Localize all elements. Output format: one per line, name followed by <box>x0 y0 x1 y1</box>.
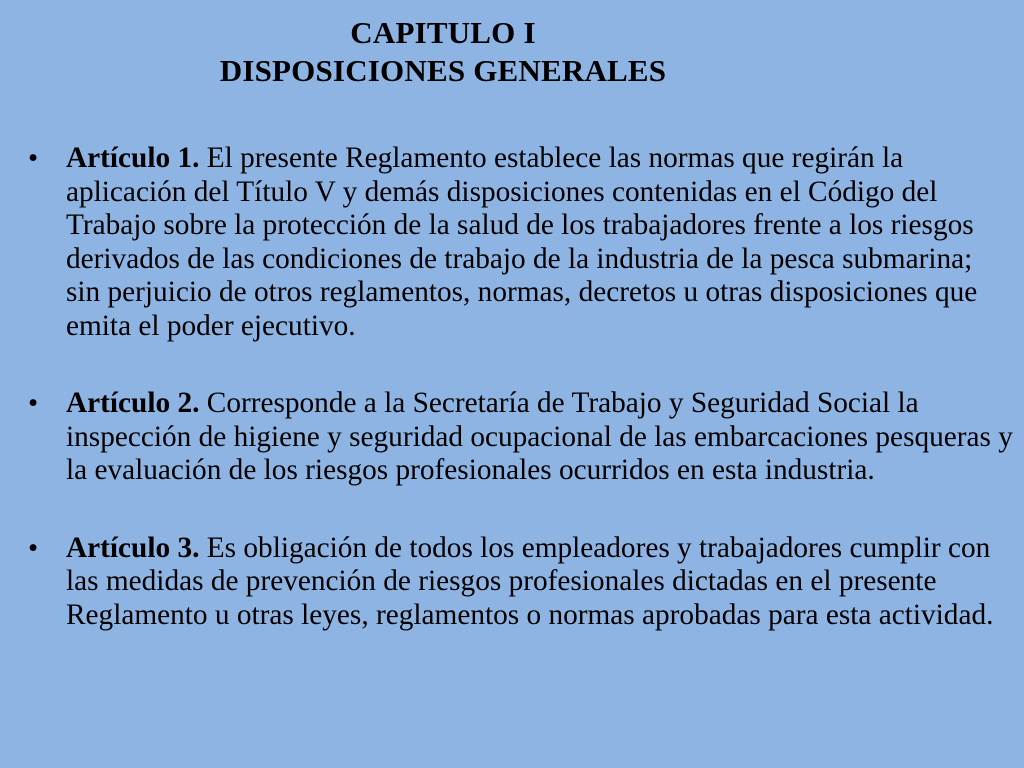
article-3-label: Artículo 3. <box>66 531 200 564</box>
bullet: • <box>28 531 39 564</box>
bullet: • <box>28 387 39 419</box>
article-1-text: El presente Reglamento establece las normas que regirán la aplicación del Título V y demás disposiciones contenidas en el Código del Trabajo sobre la protección de la salud de los trabajadores frente a los riesgos derivados de las condiciones de trabajo de la industria de la pesca submarina; sin perjuicio de otros reglamentos, normas, decretos u otras disposiciones que emita el poder ejecutivo. <box>66 142 978 342</box>
article-1-label: Artículo 1. <box>66 142 200 174</box>
article-list <box>28 142 1013 632</box>
chapter-title <box>0 14 886 90</box>
chapter-heading: DISPOSICIONES GENERALES <box>219 53 667 88</box>
article-2-text: Corresponde a la Secretaría de Trabajo y Seguridad Social la inspección de higiene y seguridad ocupacional de las embarcaciones pesqueras y la evaluación de los riesgos profesionales ocurridos en esta industria. <box>66 387 1013 486</box>
bullet: • <box>28 142 39 174</box>
article-2 <box>28 387 1013 488</box>
article-2-label: Artículo 2. <box>66 387 200 419</box>
chapter-number: CAPITULO I <box>350 15 536 50</box>
article-3-text: Es obligación de todos los empleadores y trabajadores cumplir con las medidas de prevención de riesgos profesionales dictadas en el presente Reglamento u otras leyes, reglamentos o normas aprobadas para esta actividad. <box>66 531 994 631</box>
article-1 <box>28 142 1013 343</box>
article-3 <box>28 532 1013 633</box>
